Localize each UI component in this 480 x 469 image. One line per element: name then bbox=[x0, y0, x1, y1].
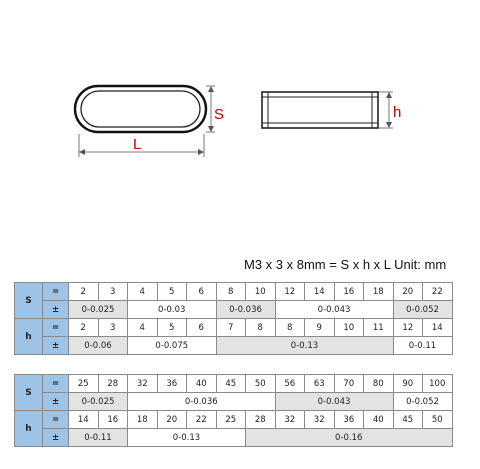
dimension-cell: 3 bbox=[98, 283, 128, 301]
tolerance-cell: 0-0.052 bbox=[393, 393, 452, 411]
dimension-cell: 3 bbox=[98, 319, 128, 337]
tolerance-cell: 0-0.025 bbox=[69, 301, 128, 319]
dimension-cell: 56 bbox=[275, 375, 305, 393]
row-symbol: = bbox=[43, 375, 69, 393]
dimension-cell: 18 bbox=[364, 283, 394, 301]
table-row bbox=[15, 319, 453, 337]
dimension-cell: 22 bbox=[187, 411, 217, 429]
dimension-cell: 18 bbox=[128, 411, 158, 429]
dimension-cell: 6 bbox=[187, 319, 217, 337]
row-group-label: h bbox=[15, 319, 43, 355]
row-group-label: S bbox=[15, 283, 43, 319]
tolerance-cell: 0-0.16 bbox=[246, 429, 453, 447]
row-symbol: ± bbox=[43, 393, 69, 411]
row-symbol: = bbox=[43, 319, 69, 337]
table-row bbox=[15, 393, 453, 411]
dimension-cell: 7 bbox=[216, 319, 246, 337]
dimension-cell: 8 bbox=[246, 319, 276, 337]
dimension-cell: 28 bbox=[98, 375, 128, 393]
dimension-cell: 45 bbox=[393, 411, 423, 429]
dimension-cell: 22 bbox=[423, 283, 453, 301]
table-row bbox=[15, 429, 453, 447]
row-symbol: ± bbox=[43, 429, 69, 447]
dimension-cell: 36 bbox=[334, 411, 364, 429]
dimension-cell: 50 bbox=[246, 375, 276, 393]
table-row bbox=[15, 411, 453, 429]
dimension-cell: 8 bbox=[275, 319, 305, 337]
dimension-cell: 5 bbox=[157, 319, 187, 337]
dimension-cell: 5 bbox=[157, 283, 187, 301]
dimension-cell: 20 bbox=[393, 283, 423, 301]
dimension-cell: 32 bbox=[275, 411, 305, 429]
dimension-cell: 4 bbox=[128, 319, 158, 337]
dimension-cell: 10 bbox=[246, 283, 276, 301]
tolerance-cell: 0-0.11 bbox=[69, 429, 128, 447]
dimension-cell: 2 bbox=[69, 319, 99, 337]
side-view bbox=[262, 92, 393, 128]
dimension-cell: 6 bbox=[187, 283, 217, 301]
dimension-cell: 10 bbox=[334, 319, 364, 337]
dimension-cell: 2 bbox=[69, 283, 99, 301]
dimension-cell: 28 bbox=[246, 411, 276, 429]
dimension-cell: 25 bbox=[216, 411, 246, 429]
dimension-cell: 20 bbox=[157, 411, 187, 429]
dimension-cell: 14 bbox=[69, 411, 99, 429]
dimension-cell: 100 bbox=[423, 375, 453, 393]
row-symbol: = bbox=[43, 411, 69, 429]
tolerance-cell: 0-0.13 bbox=[216, 337, 393, 355]
key-technical-drawing bbox=[0, 0, 480, 200]
spec-table-small-sizes bbox=[14, 282, 453, 355]
dimension-cell: 63 bbox=[305, 375, 335, 393]
row-symbol: ± bbox=[43, 301, 69, 319]
table-row bbox=[15, 301, 453, 319]
dimension-cell: 4 bbox=[128, 283, 158, 301]
tolerance-cell: 0-0.043 bbox=[275, 301, 393, 319]
row-group-label: h bbox=[15, 411, 43, 447]
dimension-cell: 12 bbox=[275, 283, 305, 301]
top-view bbox=[75, 86, 215, 157]
dimension-cell: 40 bbox=[187, 375, 217, 393]
dimension-label-l: L bbox=[133, 136, 142, 153]
row-symbol: ± bbox=[43, 337, 69, 355]
dimension-cell: 32 bbox=[128, 375, 158, 393]
dimension-cell: 25 bbox=[69, 375, 99, 393]
tolerance-cell: 0-0.052 bbox=[393, 301, 452, 319]
dimension-cell: 50 bbox=[423, 411, 453, 429]
tolerance-cell: 0-0.043 bbox=[275, 393, 393, 411]
dimension-label-h: h bbox=[393, 104, 402, 121]
dimension-cell: 70 bbox=[334, 375, 364, 393]
tolerance-cell: 0-0.03 bbox=[128, 301, 217, 319]
dimension-cell: 45 bbox=[216, 375, 246, 393]
tolerance-cell: 0-0.025 bbox=[69, 393, 128, 411]
tolerance-cell: 0-0.11 bbox=[393, 337, 452, 355]
dimension-label-s: S bbox=[214, 106, 225, 123]
dimension-cell: 16 bbox=[98, 411, 128, 429]
dimension-cell: 14 bbox=[423, 319, 453, 337]
spec-table-large-sizes bbox=[14, 374, 453, 447]
table-row bbox=[15, 283, 453, 301]
size-formula: M3 x 3 x 8mm = S x h x L Unit: mm bbox=[244, 257, 447, 272]
table-row bbox=[15, 375, 453, 393]
dimension-cell: 14 bbox=[305, 283, 335, 301]
table-row bbox=[15, 337, 453, 355]
dimension-cell: 9 bbox=[305, 319, 335, 337]
row-group-label: S bbox=[15, 375, 43, 411]
dimension-cell: 36 bbox=[157, 375, 187, 393]
tolerance-cell: 0-0.036 bbox=[216, 301, 275, 319]
tolerance-cell: 0-0.13 bbox=[128, 429, 246, 447]
dimension-cell: 40 bbox=[364, 411, 394, 429]
dimension-cell: 11 bbox=[364, 319, 394, 337]
dimension-cell: 32 bbox=[305, 411, 335, 429]
dimension-cell: 8 bbox=[216, 283, 246, 301]
tolerance-cell: 0-0.075 bbox=[128, 337, 217, 355]
dimension-cell: 90 bbox=[393, 375, 423, 393]
row-symbol: = bbox=[43, 283, 69, 301]
dimension-cell: 12 bbox=[393, 319, 423, 337]
dimension-cell: 80 bbox=[364, 375, 394, 393]
tolerance-cell: 0-0.06 bbox=[69, 337, 128, 355]
dimension-cell: 16 bbox=[334, 283, 364, 301]
tolerance-cell: 0-0.036 bbox=[128, 393, 276, 411]
